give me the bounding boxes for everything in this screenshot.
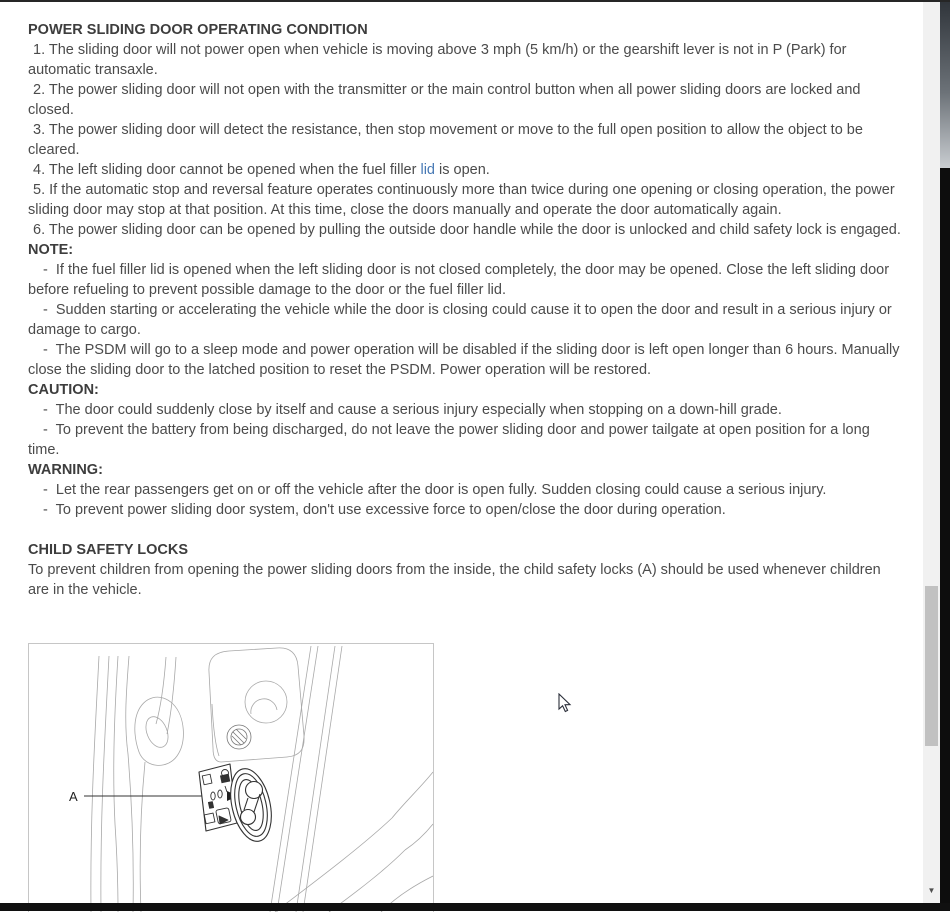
door-lock-diagram	[29, 644, 433, 912]
vertical-scrollbar[interactable]	[923, 2, 940, 903]
figure-callout-label: A	[69, 789, 78, 804]
child-safety-locks-heading: CHILD SAFETY LOCKS	[28, 542, 189, 558]
list-item-4-text: 4. The left sliding door cannot be opened when the fuel filler	[33, 162, 421, 178]
list-item-2: 2. The power sliding door will not open with the transmitter or the main control button when all power sliding doors are locked and closed.	[28, 82, 865, 118]
page-title: POWER SLIDING DOOR OPERATING CONDITION	[28, 22, 368, 38]
window-top-edge	[0, 0, 950, 2]
outer-scrollbar-thumb[interactable]	[940, 0, 950, 168]
note-bullet-3: - The PSDM will go to a sleep mode and power operation will be disabled if the sliding door is left open longer than 6 hours. Manually close the sliding door to the latched position to reset the PSDM. Power operation will be restored.	[28, 342, 904, 378]
scrollbar-thumb[interactable]	[925, 586, 938, 746]
window-bottom-edge	[0, 903, 950, 911]
list-item-4	[28, 160, 905, 180]
child-safety-locks-paragraph: To prevent children from opening the power sliding doors from the inside, the child safety locks (A) should be used whenever children are in the vehicle.	[28, 562, 885, 598]
list-item-1: 1. The sliding door will not power open when vehicle is moving above 3 mph (5 km/h) or the gearshift lever is not in P (Park) for automatic transaxle.	[28, 42, 851, 78]
list-item-6: 6. The power sliding door can be opened by pulling the outside door handle while the door is unlocked and child safety lock is engaged.	[33, 222, 901, 238]
list-item-4-tail: is open.	[434, 162, 490, 178]
scrollbar-down-arrow-icon[interactable]: ▼	[927, 886, 936, 895]
list-item-5: 5. If the automatic stop and reversal feature operates continuously more than twice during one opening or closing operation, the power sliding door may stop at that position. At this time, close the doors manually and operate the door automatically again.	[28, 182, 899, 218]
caution-heading: CAUTION:	[28, 382, 99, 398]
outer-dark-scrollbar[interactable]	[940, 0, 950, 911]
warning-bullet-2: - To prevent power sliding door system, don't use excessive force to open/close the door during operation.	[43, 502, 726, 518]
note-bullet-1: - If the fuel filler lid is opened when the left sliding door is not closed completely, the door may be opened. Close the left sliding door before refueling to prevent possible damage to the door or the fuel filler lid.	[28, 262, 894, 298]
child-lock-bezel	[224, 765, 278, 846]
warning-heading: WARNING:	[28, 462, 103, 478]
warning-bullet-1: - Let the rear passengers get on or off the vehicle after the door is open fully. Sudden closing could cause a serious injury.	[43, 482, 827, 498]
note-bullet-2: - Sudden starting or accelerating the vehicle while the door is closing could cause it to open the door and result in a serious injury or damage to cargo.	[28, 302, 896, 338]
child-lock-figure	[28, 643, 434, 912]
caution-bullet-1: - The door could suddenly close by itself and cause a serious injury especially when stopping on a down-hill grade.	[43, 402, 782, 418]
list-item-3: 3. The power sliding door will detect the resistance, then stop movement or move to the full open position to allow the object to be cleared.	[28, 122, 867, 158]
caution-bullet-2: - To prevent the battery from being discharged, do not leave the power sliding door and power tailgate at open position for a long time.	[28, 422, 874, 458]
mouse-cursor-icon	[558, 693, 574, 719]
note-heading: NOTE:	[28, 242, 74, 258]
lid-link[interactable]: lid	[420, 162, 435, 178]
